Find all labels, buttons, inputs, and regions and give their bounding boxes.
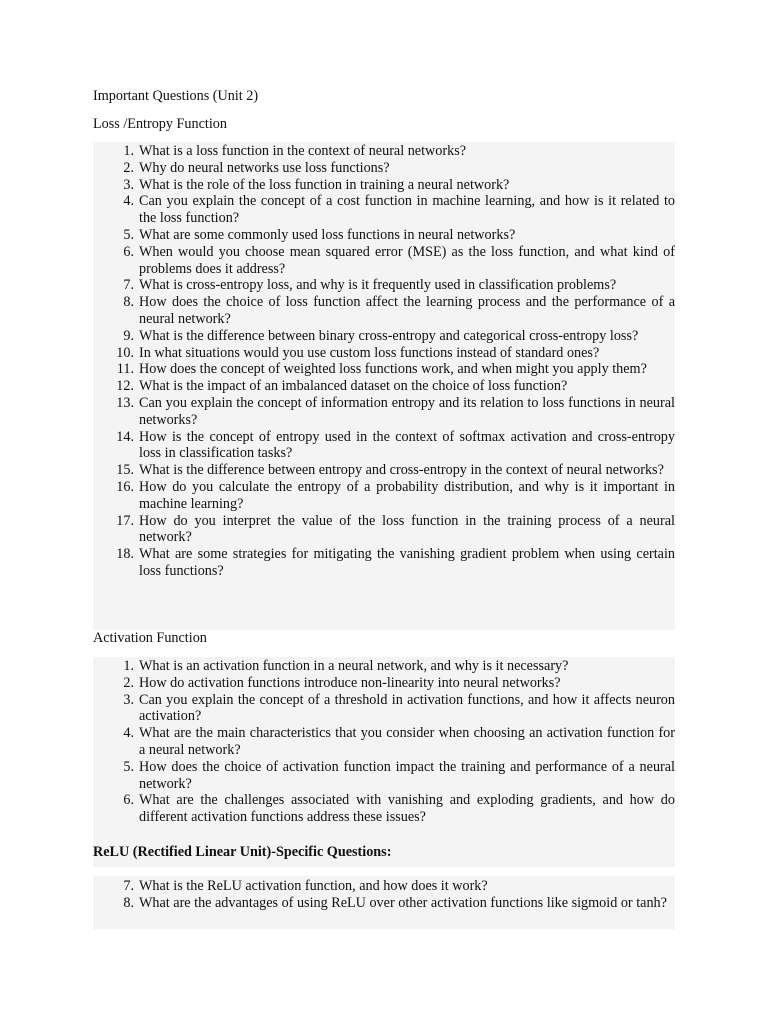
list-item-number: 13. — [116, 394, 134, 411]
list-item-text: What are some strategies for mitigating the vanishing gradient problem when using certain loss functions? — [139, 546, 675, 579]
list-item-text: What is the role of the loss function in training a neural network? — [139, 176, 510, 193]
list-item — [93, 658, 675, 675]
list-item-text: How do you calculate the entropy of a probability distribution, and why is it important in machine learning? — [139, 478, 675, 512]
list-item-text: How do activation functions introduce non-linearity into neural networks? — [139, 674, 561, 691]
list-item — [93, 193, 675, 227]
activation-question-list — [93, 658, 675, 826]
list-item — [93, 675, 675, 692]
list-item-number: 12. — [116, 378, 134, 395]
list-item-text: What is the impact of an imbalanced dataset on the choice of loss function? — [139, 378, 568, 395]
list-item — [93, 725, 675, 759]
list-item-text: Why do neural networks use loss functions? — [139, 159, 390, 176]
list-item-text: What are the challenges associated with vanishing and exploding gradients, and how do different activation functions address these issues? — [139, 792, 675, 826]
list-item — [93, 227, 675, 244]
list-item — [93, 160, 675, 177]
list-item-number: 6. — [123, 792, 134, 809]
list-item — [93, 143, 675, 160]
list-item — [93, 361, 675, 378]
list-item-number: 8. — [123, 294, 134, 311]
list-item-text: What is an activation function in a neural network, and why is it necessary? — [139, 658, 569, 674]
list-item-number: 4. — [123, 193, 134, 210]
list-item-text: When would you choose mean squared error (MSE) as the loss function, and what kind of problems does it address? — [139, 243, 675, 277]
section-heading-activation: Activation Function — [93, 630, 207, 646]
list-item-number: 2. — [123, 674, 134, 691]
list-item-number: 15. — [116, 462, 134, 479]
list-item — [93, 692, 675, 726]
list-item-text: Can you explain the concept of a cost function in machine learning, and how is it related to the loss function? — [139, 193, 675, 227]
list-item — [93, 378, 675, 395]
list-item — [93, 895, 675, 912]
list-item-number: 11. — [116, 361, 134, 378]
list-item — [93, 345, 675, 362]
section-heading-relu: ReLU (Rectified Linear Unit)-Specific Questions: — [93, 844, 392, 860]
list-item-number: 3. — [123, 691, 134, 708]
list-item-text: What is the difference between entropy and cross-entropy in the context of neural networks? — [139, 462, 664, 479]
list-item-text: Can you explain the concept of information entropy and its relation to loss functions in neural networks? — [139, 394, 675, 428]
list-item — [93, 244, 675, 278]
list-item-text: How does the choice of loss function affect the learning process and the performance of a neural network? — [139, 294, 675, 327]
list-item — [93, 479, 675, 513]
list-item-text: How do you interpret the value of the loss function in the training process of a neural network? — [139, 512, 675, 546]
list-item — [93, 277, 675, 294]
list-item — [93, 177, 675, 194]
list-item-text: How is the concept of entropy used in the context of softmax activation and cross-entropy loss in classification tasks? — [139, 428, 675, 462]
list-item-number: 1. — [123, 658, 134, 674]
list-item — [93, 462, 675, 479]
list-item-number: 4. — [123, 725, 134, 742]
list-item — [93, 513, 675, 547]
list-item-number: 8. — [123, 894, 134, 911]
list-item-number: 5. — [123, 758, 134, 775]
list-item-number: 7. — [123, 277, 134, 294]
list-item-text: How does the choice of activation function impact the training and performance of a neural network? — [139, 758, 675, 792]
list-item-text: What is the difference between binary cross-entropy and categorical cross-entropy loss? — [139, 327, 639, 344]
list-item — [93, 328, 675, 345]
list-item-number: 6. — [123, 243, 134, 260]
list-item-number: 2. — [123, 159, 134, 176]
list-item-number: 16. — [116, 478, 134, 495]
list-item — [93, 878, 675, 895]
list-item-text: What is a loss function in the context of neural networks? — [139, 143, 467, 159]
list-item-text: How does the concept of weighted loss functions work, and when might you apply them? — [139, 361, 647, 378]
list-item — [93, 792, 675, 826]
document-title: Important Questions (Unit 2) — [93, 88, 259, 104]
list-item — [93, 395, 675, 429]
section-heading-loss: Loss /Entropy Function — [93, 116, 227, 132]
list-item-text: What are the main characteristics that you consider when choosing an activation function for a neural network? — [139, 725, 675, 758]
list-item-number: 14. — [116, 428, 134, 445]
relu-question-list — [93, 878, 675, 912]
list-item-number: 17. — [116, 512, 134, 529]
list-item-number: 3. — [123, 176, 134, 193]
list-item — [93, 429, 675, 463]
list-item — [93, 546, 675, 580]
list-item-number: 1. — [123, 143, 134, 159]
list-item-number: 7. — [123, 878, 134, 894]
loss-question-list — [93, 143, 675, 580]
list-item-text: What are some commonly used loss functions in neural networks? — [139, 226, 516, 243]
list-item-text: Can you explain the concept of a threshold in activation functions, and how it affects neuron activation? — [139, 691, 675, 725]
list-item-text: In what situations would you use custom loss functions instead of standard ones? — [139, 344, 600, 361]
list-item-text: What is cross-entropy loss, and why is it frequently used in classification problems? — [139, 277, 617, 294]
list-item — [93, 294, 675, 328]
list-item-number: 10. — [116, 344, 134, 361]
list-item-number: 9. — [123, 327, 134, 344]
list-item-number: 5. — [123, 226, 134, 243]
list-item — [93, 759, 675, 793]
list-item-text: What are the advantages of using ReLU over other activation functions like sigmoid or tanh? — [139, 894, 667, 911]
list-item-text: What is the ReLU activation function, and how does it work? — [139, 878, 488, 894]
list-item-number: 18. — [116, 546, 134, 563]
